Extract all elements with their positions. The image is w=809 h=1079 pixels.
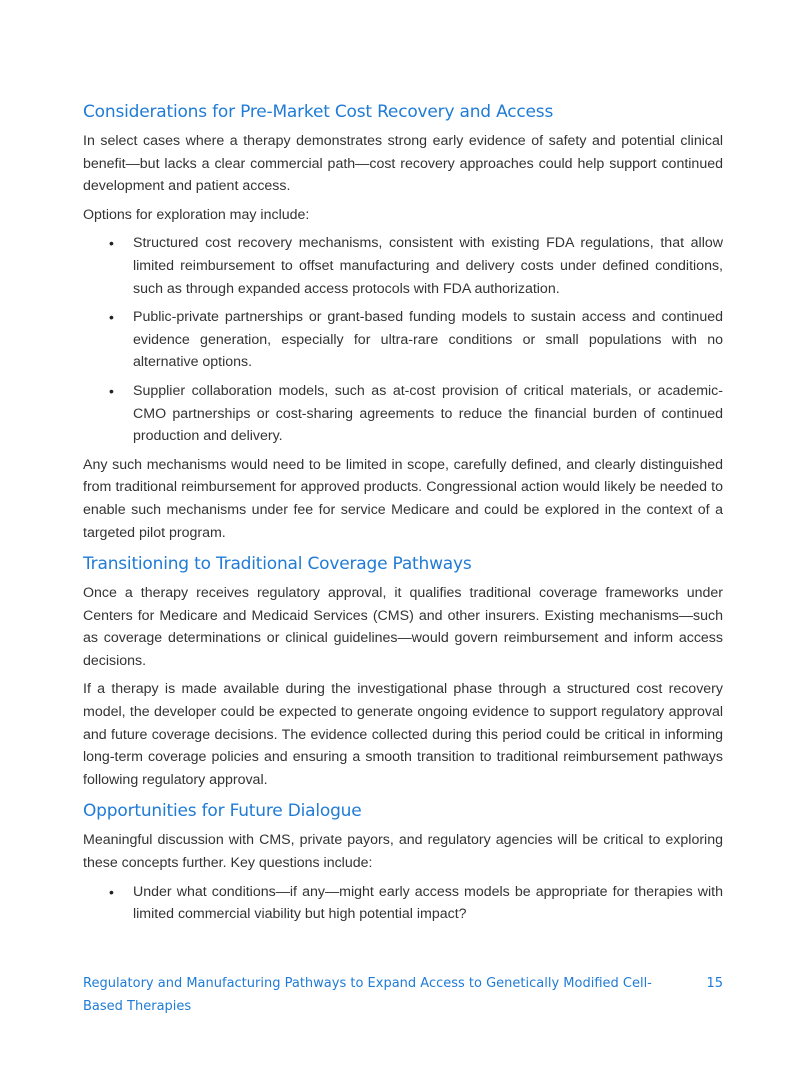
list-item <box>83 380 723 448</box>
section-heading-cost-recovery: Considerations for Pre-Market Cost Recovery and Access <box>83 102 554 122</box>
bullet-icon: • <box>109 235 114 252</box>
list-item-text: Public-private partnerships or grant-based funding models to sustain access and continued evidence generation, especially for ultra-rare conditions or small populations with no alternative options. <box>133 309 723 371</box>
list-item <box>83 881 723 926</box>
list-item-text: Supplier collaboration models, such as at-cost provision of critical materials, or academic-CMO partnerships or cost-sharing agreements to reduce the financial burden of continued production and delivery. <box>133 382 723 445</box>
paragraph: If a therapy is made available during the investigational phase through a structured cost recovery model, the developer could be expected to generate ongoing evidence to support regulatory approval and future coverage decisions. The evidence collected during this period could be critical in informing long-term coverage policies and ensuring a smooth transition to traditional reimbursement pathways following regulatory approval. <box>83 681 723 788</box>
bullet-list <box>83 881 723 926</box>
section-heading-traditional-coverage: Transitioning to Traditional Coverage Pathways <box>83 554 472 575</box>
paragraph: In select cases where a therapy demonstrates strong early evidence of safety and potential clinical benefit—but lacks a clear commercial path—cost recovery approaches could help support continued development and patient access. <box>83 133 723 195</box>
list-item-text: Structured cost recovery mechanisms, consistent with existing FDA regulations, that allow limited reimbursement to offset manufacturing and delivery costs under defined conditions, such as through expanded access protocols with FDA authorization. <box>133 235 723 297</box>
list-item <box>83 306 723 374</box>
paragraph: Any such mechanisms would need to be limited in scope, carefully defined, and clearly distinguished from traditional reimbursement for approved products. Congressional action would likely be needed to enable such mechanisms under fee for service Medicare and could be explored in the context of a targeted pilot program. <box>83 456 723 541</box>
bullet-icon: • <box>109 382 114 399</box>
list-item <box>83 232 723 300</box>
footer-title: Regulatory and Manufacturing Pathways to Expand Access to Genetically Modified Cell-Based Therapies <box>83 976 652 1014</box>
paragraph: Meaningful discussion with CMS, private payors, and regulatory agencies will be critical to exploring these concepts further. Key questions include: <box>83 832 723 872</box>
bullet-icon: • <box>109 883 114 900</box>
bullet-icon: • <box>109 309 114 326</box>
paragraph: Once a therapy receives regulatory approval, it qualifies traditional coverage frameworks under Centers for Medicare and Medicaid Services (CMS) and other insurers. Existing mechanisms—such as coverage determinations or clinical guidelines—would govern reimbursement and inform access decisions. <box>83 585 723 669</box>
page-footer <box>83 972 723 1018</box>
section-heading-future-dialogue: Opportunities for Future Dialogue <box>83 801 362 822</box>
bullet-list <box>83 232 723 447</box>
document-body <box>83 100 723 932</box>
paragraph: Options for exploration may include: <box>83 206 310 223</box>
list-item-text: Under what conditions—if any—might early access models be appropriate for therapies with limited commercial viability but high potential impact? <box>133 883 723 923</box>
page-number: 15 <box>706 976 723 991</box>
